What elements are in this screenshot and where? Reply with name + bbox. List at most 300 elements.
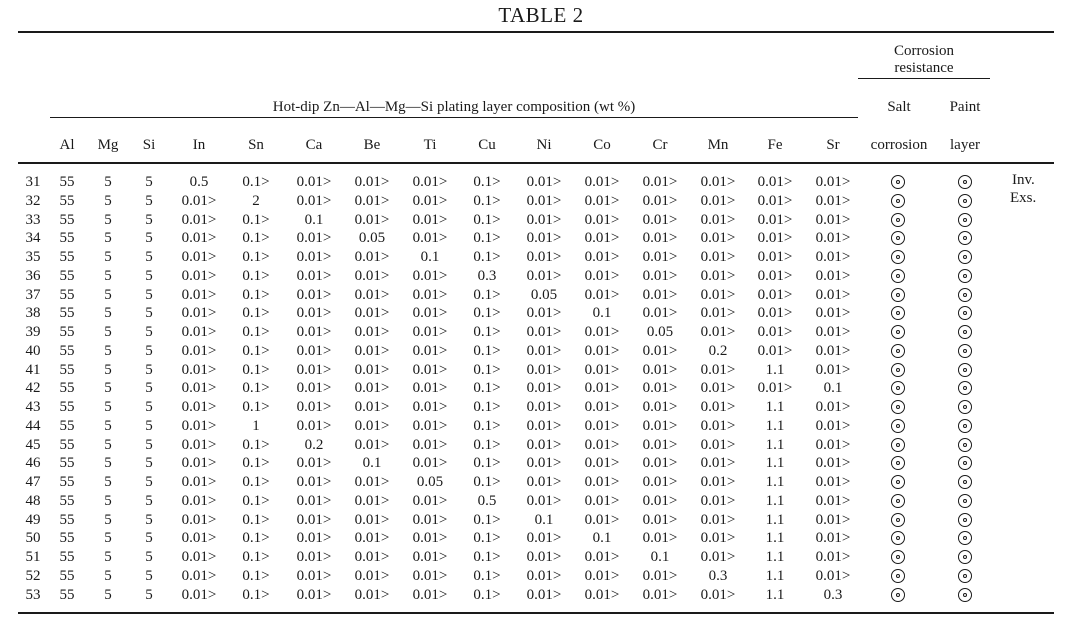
table-row [0,398,1082,417]
cell-sr: 0.01> [815,342,851,359]
corrosion-line2: resistance [894,60,954,76]
cell-ti: 0.01> [412,549,448,565]
row-number: 41 [25,361,41,378]
cell-ni: 0.01> [526,249,562,265]
cell-si: 5 [145,586,153,603]
cell-sr: 0.01> [815,286,851,303]
cell-ti: 0.01> [412,586,448,603]
cell-sr: 0.01> [815,474,851,490]
salt-corrosion-rating-icon [891,438,905,452]
cell-mn: 0.01> [700,492,736,509]
cell-sn: 0.1> [242,305,270,322]
cell-fe: 0.01> [757,192,793,209]
cell-co: 0.01> [584,436,620,453]
cell-cu: 0.1> [473,455,501,472]
salt-corrosion-rating-icon [891,550,905,564]
row-number: 42 [25,380,41,397]
cell-mg: 5 [104,305,112,322]
table-row [0,342,1082,361]
cell-co: 0.1 [592,530,612,547]
cell-fe: 0.01> [757,342,793,359]
cell-si: 5 [145,267,153,284]
cell-mn: 0.3 [708,567,728,584]
cell-ca: 0.01> [296,492,332,509]
cell-mn: 0.01> [700,549,736,565]
row-number: 33 [25,211,41,228]
cell-cr: 0.01> [642,399,678,415]
cell-cu: 0.5 [477,492,497,509]
column-header-al: Al [59,137,75,153]
cell-si: 5 [145,361,153,378]
cell-fe: 1.1 [765,361,785,378]
cell-in: 0.01> [181,211,217,228]
cell-in: 0.01> [181,455,217,472]
cell-ni: 0.01> [526,417,562,434]
row-number: 32 [25,192,41,209]
cell-si: 5 [145,230,153,247]
cell-cu: 0.1> [473,549,501,565]
paint-layer-rating-icon [958,269,972,283]
cell-mg: 5 [104,455,112,472]
cell-co: 0.01> [584,474,620,490]
paint-layer-rating-icon [958,569,972,583]
cell-ti: 0.01> [412,511,448,528]
cell-fe: 1.1 [765,455,785,472]
cell-mg: 5 [104,399,112,415]
cell-in: 0.01> [181,436,217,453]
cell-ca: 0.01> [296,342,332,359]
cell-ca: 0.01> [296,286,332,303]
cell-be: 0.01> [354,511,390,528]
cell-cr: 0.01> [642,511,678,528]
cell-al: 55 [59,511,75,528]
cell-mg: 5 [104,174,112,190]
header-bottom-rule [18,162,1054,164]
table-row [0,567,1082,586]
column-header-be: Be [363,137,381,153]
cell-fe: 1.1 [765,474,785,490]
cell-al: 55 [59,249,75,265]
cell-al: 55 [59,530,75,547]
cell-ti: 0.01> [412,324,448,340]
composition-underline [50,117,858,118]
cell-mn: 0.01> [700,436,736,453]
cell-ni: 0.01> [526,305,562,322]
cell-mg: 5 [104,286,112,303]
row-number: 51 [25,549,41,565]
cell-sn: 0.1> [242,436,270,453]
cell-cu: 0.1> [473,417,501,434]
cell-in: 0.01> [181,192,217,209]
cell-cr: 0.01> [642,361,678,378]
cell-si: 5 [145,286,153,303]
cell-in: 0.01> [181,549,217,565]
salt-corrosion-rating-icon [891,381,905,395]
cell-fe: 1.1 [765,492,785,509]
cell-si: 5 [145,174,153,190]
cell-ca: 0.01> [296,474,332,490]
cell-cu: 0.1> [473,230,501,247]
cell-fe: 1.1 [765,399,785,415]
cell-cr: 0.01> [642,492,678,509]
cell-mg: 5 [104,267,112,284]
cell-be: 0.01> [354,586,390,603]
cell-mg: 5 [104,530,112,547]
table-row [0,304,1082,323]
table-row [0,267,1082,286]
paint-layer-rating-icon [958,344,972,358]
cell-be: 0.01> [354,380,390,397]
cell-sn: 0.1> [242,455,270,472]
cell-si: 5 [145,436,153,453]
cell-sr: 0.01> [815,192,851,209]
cell-al: 55 [59,174,75,190]
cell-co: 0.01> [584,342,620,359]
cell-mg: 5 [104,436,112,453]
cell-mg: 5 [104,417,112,434]
cell-sr: 0.01> [815,530,851,547]
cell-be: 0.01> [354,474,390,490]
cell-co: 0.01> [584,567,620,584]
cell-mn: 0.01> [700,399,736,415]
column-header-sn: Sn [248,137,264,153]
cell-ti: 0.01> [412,436,448,453]
salt-corrosion-rating-icon [891,531,905,545]
cell-ca: 0.01> [296,530,332,547]
cell-be: 0.01> [354,492,390,509]
cell-mn: 0.01> [700,192,736,209]
cell-mn: 0.01> [700,305,736,322]
cell-be: 0.01> [354,174,390,190]
column-header-in: In [192,137,206,153]
cell-cr: 0.01> [642,267,678,284]
cell-ni: 0.01> [526,549,562,565]
cell-al: 55 [59,324,75,340]
cell-al: 55 [59,549,75,565]
cell-sn: 0.1> [242,492,270,509]
note-exs: Exs. [1010,190,1037,206]
cell-al: 55 [59,399,75,415]
cell-ni: 0.01> [526,474,562,490]
cell-co: 0.01> [584,324,620,340]
cell-ca: 0.2 [304,436,324,453]
row-number: 46 [25,455,41,472]
cell-in: 0.5 [189,174,209,190]
cell-si: 5 [145,324,153,340]
cell-mg: 5 [104,586,112,603]
cell-cr: 0.01> [642,286,678,303]
cell-mg: 5 [104,567,112,584]
cell-ti: 0.01> [412,211,448,228]
cell-ti: 0.05 [416,474,444,490]
salt-corrosion-rating-icon [891,344,905,358]
cell-al: 55 [59,211,75,228]
cell-ti: 0.01> [412,286,448,303]
cell-ti: 0.01> [412,361,448,378]
cell-al: 55 [59,230,75,247]
cell-in: 0.01> [181,380,217,397]
cell-al: 55 [59,192,75,209]
cell-al: 55 [59,286,75,303]
cell-co: 0.01> [584,361,620,378]
cell-sn: 0.1> [242,549,270,565]
cell-in: 0.01> [181,511,217,528]
cell-in: 0.01> [181,249,217,265]
salt-corrosion-rating-icon [891,419,905,433]
cell-sr: 0.1 [823,380,843,397]
cell-cu: 0.1> [473,192,501,209]
cell-cr: 0.01> [642,380,678,397]
salt-corrosion-rating-icon [891,400,905,414]
cell-al: 55 [59,417,75,434]
cell-ti: 0.01> [412,267,448,284]
table-row [0,379,1082,398]
cell-ca: 0.01> [296,192,332,209]
cell-fe: 0.01> [757,267,793,284]
cell-in: 0.01> [181,267,217,284]
cell-si: 5 [145,417,153,434]
cell-mg: 5 [104,511,112,528]
cell-al: 55 [59,267,75,284]
cell-ni: 0.01> [526,455,562,472]
cell-co: 0.01> [584,492,620,509]
cell-fe: 1.1 [765,530,785,547]
cell-ti: 0.01> [412,174,448,190]
cell-sr: 0.01> [815,417,851,434]
table-row [0,417,1082,436]
cell-al: 55 [59,455,75,472]
cell-ca: 0.01> [296,305,332,322]
cell-ti: 0.01> [412,305,448,322]
cell-mn: 0.01> [700,417,736,434]
cell-cr: 0.05 [646,324,674,340]
cell-cu: 0.1> [473,380,501,397]
cell-mn: 0.01> [700,361,736,378]
cell-cu: 0.1> [473,530,501,547]
cell-fe: 0.01> [757,305,793,322]
cell-in: 0.01> [181,342,217,359]
cell-mn: 0.01> [700,211,736,228]
column-header-cu: Cu [478,137,496,153]
cell-co: 0.01> [584,174,620,190]
column-header-cr: Cr [652,137,668,153]
cell-be: 0.01> [354,342,390,359]
cell-ca: 0.01> [296,455,332,472]
cell-cr: 0.01> [642,174,678,190]
cell-mn: 0.01> [700,455,736,472]
cell-sr: 0.01> [815,399,851,415]
row-number: 43 [25,399,41,415]
cell-co: 0.01> [584,249,620,265]
cell-sn: 0.1> [242,267,270,284]
cell-cu: 0.1> [473,361,501,378]
cell-in: 0.01> [181,399,217,415]
cell-be: 0.01> [354,324,390,340]
cell-sn: 1 [252,417,260,434]
cell-in: 0.01> [181,586,217,603]
column-header-ni: Ni [536,137,552,153]
cell-ni: 0.01> [526,399,562,415]
cell-al: 55 [59,474,75,490]
cell-ni: 0.01> [526,342,562,359]
cell-sn: 0.1> [242,174,270,190]
cell-cu: 0.1> [473,342,501,359]
cell-cu: 0.1> [473,511,501,528]
cell-fe: 1.1 [765,436,785,453]
cell-ca: 0.01> [296,230,332,247]
cell-be: 0.01> [354,417,390,434]
cell-sn: 2 [252,192,260,209]
salt-corrosion-rating-icon [891,306,905,320]
cell-ti: 0.01> [412,230,448,247]
cell-sn: 0.1> [242,474,270,490]
table-row [0,173,1082,192]
cell-fe: 1.1 [765,567,785,584]
table-row [0,454,1082,473]
paint-layer-rating-icon [958,513,972,527]
cell-ni: 0.01> [526,492,562,509]
salt-corrosion-rating-icon [891,269,905,283]
cell-be: 0.01> [354,436,390,453]
cell-cu: 0.1> [473,567,501,584]
table-row [0,192,1082,211]
cell-sr: 0.01> [815,305,851,322]
cell-be: 0.05 [358,230,386,247]
cell-ca: 0.01> [296,417,332,434]
cell-in: 0.01> [181,530,217,547]
row-number: 53 [25,586,41,603]
cell-be: 0.01> [354,211,390,228]
cell-cr: 0.01> [642,586,678,603]
cell-sr: 0.01> [815,492,851,509]
paint-layer-rating-icon [958,306,972,320]
paint-layer-rating-icon [958,419,972,433]
cell-in: 0.01> [181,361,217,378]
cell-cr: 0.01> [642,530,678,547]
cell-fe: 0.01> [757,286,793,303]
paint-header-line2: layer [950,137,980,153]
cell-ti: 0.01> [412,492,448,509]
salt-corrosion-rating-icon [891,213,905,227]
cell-be: 0.01> [354,267,390,284]
cell-co: 0.01> [584,286,620,303]
cell-in: 0.01> [181,230,217,247]
cell-ti: 0.01> [412,530,448,547]
cell-ni: 0.01> [526,230,562,247]
cell-ti: 0.01> [412,399,448,415]
cell-fe: 1.1 [765,511,785,528]
paint-layer-rating-icon [958,175,972,189]
cell-ti: 0.01> [412,380,448,397]
cell-ca: 0.01> [296,249,332,265]
cell-fe: 1.1 [765,586,785,603]
cell-si: 5 [145,530,153,547]
cell-sn: 0.1> [242,286,270,303]
cell-ca: 0.01> [296,399,332,415]
paint-layer-rating-icon [958,381,972,395]
cell-cu: 0.1> [473,174,501,190]
cell-sn: 0.1> [242,586,270,603]
cell-si: 5 [145,567,153,584]
cell-ti: 0.01> [412,455,448,472]
cell-al: 55 [59,380,75,397]
cell-si: 5 [145,342,153,359]
cell-ni: 0.01> [526,361,562,378]
salt-corrosion-rating-icon [891,456,905,470]
cell-ti: 0.01> [412,342,448,359]
cell-si: 5 [145,455,153,472]
cell-cr: 0.01> [642,567,678,584]
cell-mn: 0.01> [700,324,736,340]
composition-header: Hot-dip Zn—Al—Mg—Si plating layer composition (wt %) [272,99,636,115]
paint-layer-rating-icon [958,531,972,545]
cell-sn: 0.1> [242,211,270,228]
cell-fe: 0.01> [757,249,793,265]
cell-mg: 5 [104,549,112,565]
cell-sr: 0.01> [815,511,851,528]
cell-sn: 0.1> [242,511,270,528]
row-number: 34 [25,230,41,247]
table-row [0,286,1082,305]
cell-sn: 0.1> [242,342,270,359]
cell-si: 5 [145,380,153,397]
row-number: 38 [25,305,41,322]
cell-ca: 0.01> [296,267,332,284]
paint-layer-rating-icon [958,438,972,452]
paint-layer-rating-icon [958,475,972,489]
cell-in: 0.01> [181,492,217,509]
cell-sr: 0.01> [815,174,851,190]
paint-layer-rating-icon [958,588,972,602]
cell-be: 0.01> [354,549,390,565]
cell-be: 0.01> [354,305,390,322]
column-header-mn: Mn [707,137,729,153]
cell-ti: 0.01> [412,567,448,584]
cell-al: 55 [59,436,75,453]
cell-sn: 0.1> [242,530,270,547]
cell-co: 0.01> [584,586,620,603]
table-title: TABLE 2 [498,3,584,27]
cell-fe: 0.01> [757,211,793,228]
cell-in: 0.01> [181,417,217,434]
cell-fe: 0.01> [757,230,793,247]
cell-si: 5 [145,474,153,490]
cell-al: 55 [59,567,75,584]
paint-layer-rating-icon [958,194,972,208]
cell-si: 5 [145,305,153,322]
paint-layer-rating-icon [958,231,972,245]
cell-cu: 0.1> [473,211,501,228]
cell-ni: 0.01> [526,586,562,603]
table-row [0,436,1082,455]
cell-mn: 0.01> [700,586,736,603]
cell-be: 0.01> [354,192,390,209]
salt-corrosion-rating-icon [891,513,905,527]
column-header-fe: Fe [767,137,783,153]
salt-corrosion-rating-icon [891,475,905,489]
cell-in: 0.01> [181,567,217,584]
cell-fe: 0.01> [757,324,793,340]
cell-ni: 0.01> [526,192,562,209]
cell-sn: 0.1> [242,324,270,340]
note-inv: Inv. [1012,172,1035,188]
cell-in: 0.01> [181,324,217,340]
row-number: 49 [25,511,41,528]
cell-mg: 5 [104,380,112,397]
column-header-si: Si [142,137,156,153]
table-row [0,248,1082,267]
table-row [0,211,1082,230]
